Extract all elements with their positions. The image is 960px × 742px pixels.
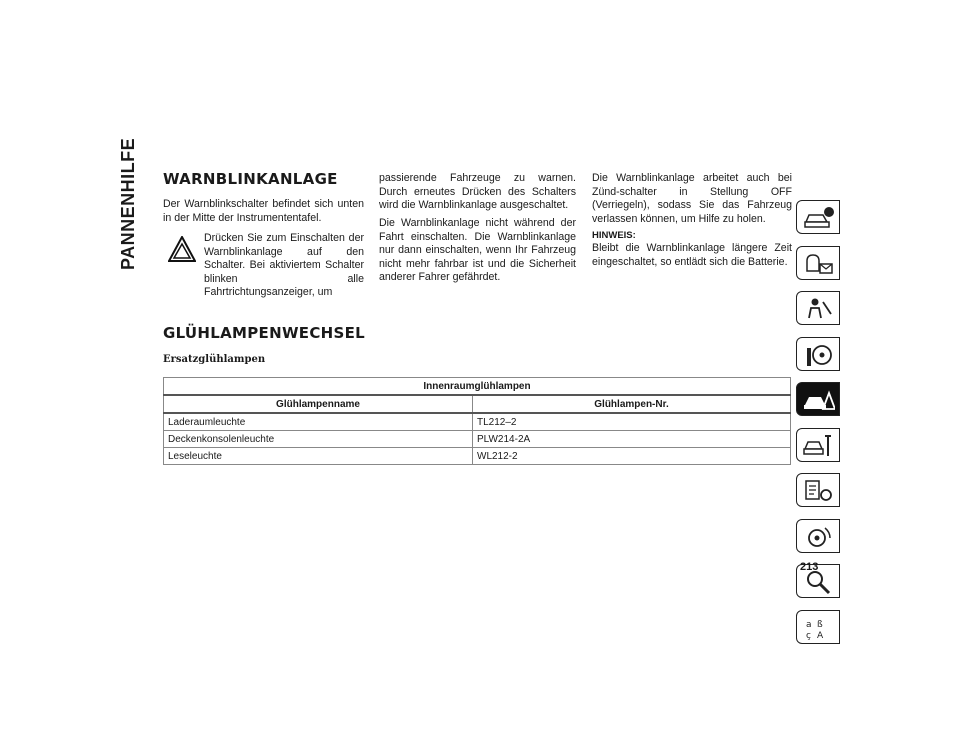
bulb-name-cell: Leseleuchte <box>164 448 473 465</box>
tab-warning-lights[interactable] <box>796 246 840 280</box>
paragraph-ignition-off: Die Warnblinkanlage arbeitet auch bei Zünd-schalter in Stellung OFF (Verriegeln), sodass Sie das Fahrzeug verlassen können, um Hilfe zu holen. <box>592 172 792 225</box>
multimedia-icon <box>803 524 835 550</box>
svg-text:a: a <box>806 619 812 630</box>
warning-lights-icon <box>803 251 835 277</box>
paragraph-deactivate: passierende Fahrzeuge zu warnen. Durch erneutes Drücken des Schalters wird die Warnblinkanlage ausgeschaltet. <box>379 172 576 212</box>
table-header-row <box>164 395 791 413</box>
section-title-warnblinkanlage: WARNBLINKANLAGE <box>163 170 338 188</box>
breakdown-icon <box>803 387 835 413</box>
tab-service[interactable] <box>796 428 840 462</box>
tab-safety[interactable] <box>796 291 840 325</box>
svg-text:ß: ß <box>817 619 823 630</box>
bulb-name-cell: Deckenkonsolenleuchte <box>164 431 473 448</box>
table-caption-row <box>164 378 791 396</box>
table-row <box>164 448 791 465</box>
subsection-title-ersatzgluehlampen: Ersatzglühlampen <box>163 354 266 365</box>
steering-start-icon <box>803 342 835 368</box>
note-text: Bleibt die Warnblinkanlage längere Zeit eingeschaltet, so entlädt sich die Batterie. <box>592 242 792 268</box>
side-label-text: PANNENHILFE <box>118 137 138 270</box>
bulb-number-cell: PLW214-2A <box>473 431 791 448</box>
table-row <box>164 413 791 431</box>
tab-steering-start[interactable] <box>796 337 840 371</box>
service-maintenance-icon <box>803 433 835 459</box>
page-number: 213 <box>800 561 819 573</box>
safety-icon <box>803 296 835 322</box>
svg-text:A: A <box>817 630 824 641</box>
column-header-number: Glühlampen-Nr. <box>473 395 791 413</box>
tab-breakdown[interactable] <box>796 382 840 416</box>
bulb-table <box>163 377 791 465</box>
warning-triangle-icon <box>168 236 196 262</box>
bulb-number-cell: TL212–2 <box>473 413 791 431</box>
tab-car-info[interactable] <box>796 200 840 234</box>
paragraph-usage-warning: Die Warnblinkanlage nicht während der Fahrt einschalten. Die Warnblinkanlage nur dann einschalten, wenn Ihr Fahrzeug nicht mehr fahrbar ist und die Sicherheit anderer Fahrer gefährdet. <box>379 217 576 284</box>
table-row <box>164 431 791 448</box>
technical-specs-icon <box>803 478 835 504</box>
paragraph-switch-location: Der Warnblinkschalter befindet sich unten in der Mitte der Instrumententafel. <box>163 198 364 224</box>
bulb-name-cell: Laderaumleuchte <box>164 413 473 431</box>
column-header-name: Glühlampenname <box>164 395 473 413</box>
table-caption: Innenraumglühlampen <box>164 378 791 396</box>
paragraph-activate: Drücken Sie zum Einschalten der Warnblinkanlage auf den Schalter. Bei aktiviertem Schalter blinken alle Fahrtrichtungsanzeiger, um <box>204 232 364 299</box>
chapter-tab-bar <box>796 200 840 655</box>
section-title-gluehlampenwechsel: GLÜHLAMPENWECHSEL <box>163 324 366 342</box>
languages-icon <box>803 615 835 641</box>
note-title: HINWEIS: <box>592 230 636 241</box>
tab-technical-specs[interactable] <box>796 473 840 507</box>
svg-text:ç: ç <box>806 630 811 641</box>
tab-multimedia[interactable] <box>796 519 840 553</box>
tab-languages[interactable] <box>796 610 840 644</box>
bulb-number-cell: WL212-2 <box>473 448 791 465</box>
car-info-icon <box>803 205 835 231</box>
